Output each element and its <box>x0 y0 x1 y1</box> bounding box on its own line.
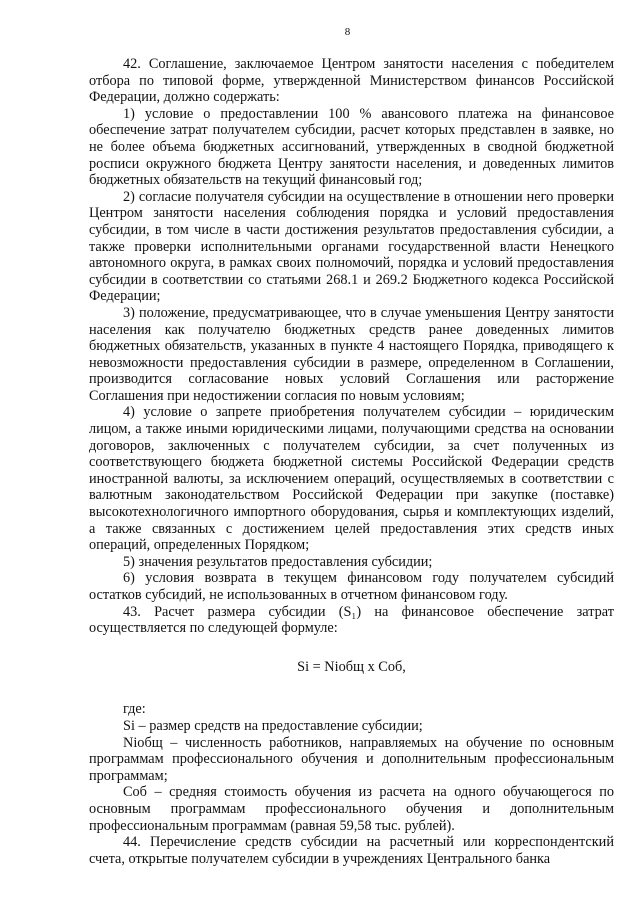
paragraph-42-item-1: 1) условие о предоставлении 100 % авансового платежа на финансовое обеспечение затрат получателем субсидии, расчет которых представлен в заявке, но не более объема бюджетных ассигнований, утвержденных в сводной бюджетной росписи окружного бюджета Центру занятости населения, и доведенных лимитов бюджетных обязательств на текущий финансовый год; <box>89 105 614 189</box>
formula-where-label: где: <box>123 701 146 718</box>
definition-cob: Cоб – средняя стоимость обучения из расчета на одного обучающегося по основным программам профессионального обучения и дополнительным профессиональным программам (равная 59,58 тыс. рублей). <box>89 784 614 834</box>
paragraph-42-item-2: 2) согласие получателя субсидии на осуществление в отношении него проверки Центром занятости населения соблюдения порядка и условий предоставления субсидии, в том числе в части достижения результатов предоставления субсидии, а также проверки исполнительными органами государственной власти Ненецкого автономного округа, в рамках своих полномочий, порядка и условий предоставления субсидии в соответствии со статьями 268.1 и 269.2 Бюджетного кодекса Российской Федерации; <box>89 188 614 305</box>
paragraph-42-item-5: 5) значения результатов предоставления субсидии; <box>123 553 433 570</box>
definition-si: Si – размер средств на предоставление субсидии; <box>123 717 423 734</box>
page-number: 8 <box>344 26 351 38</box>
paragraph-42-item-3: 3) положение, предусматривающее, что в случае уменьшения Центру занятости населения как получателю бюджетных средств ранее доведенных лимитов бюджетных обязательств, указанных в пункте 4 настоящего Порядка, приводящего к невозможности предоставления субсидии в размере, определенном в Соглашении, производится согласование новых условий Соглашения или расторжение Соглашения при недостижении согласия по новым условиям; <box>89 304 614 404</box>
paragraph-43: 43. Расчет размера субсидии (S₁) на финансовое обеспечение затрат осуществляется по следующей формуле: <box>89 603 614 637</box>
paragraph-42: 42. Соглашение, заключаемое Центром занятости населения с победителем отбора по типовой форме, утвержденной Министерством финансов Российской Федерации, должно содержать: <box>89 56 614 106</box>
paragraph-42-item-6: 6) условия возврата в текущем финансовом году получателем субсидий остатков субсидий, не использованных в отчетном финансовом году. <box>89 570 614 603</box>
paragraph-44: 44. Перечисление средств субсидии на расчетный или корреспондентский счета, открытые получателем субсидии в учреждениях Центрального банка <box>89 834 614 867</box>
definition-ni: Niобщ – численность работников, направляемых на обучение по основным программам профессионального обучения и дополнительным профессиональным программам; <box>89 734 614 784</box>
paragraph-42-item-4: 4) условие о запрете приобретения получателем субсидии – юридическим лицом, а также иными юридическими лицами, получающими средства на основании договоров, заключенных с получателем субсидии, за счет полученных из соответствующего бюджета бюджетной системы Российской Федерации средств иностранной валюты, за исключением операций, осуществляемых в соответствии с валютным законодательством Российской Федерации при закупке (поставке) высокотехнологичного импортного оборудования, сырья и комплектующих изделий, а также связанных с достижением целей предоставления этих средств иных операций, определенных Порядком; <box>89 404 614 554</box>
subsidy-formula: Si = Niобщ x Cоб, <box>297 658 406 675</box>
